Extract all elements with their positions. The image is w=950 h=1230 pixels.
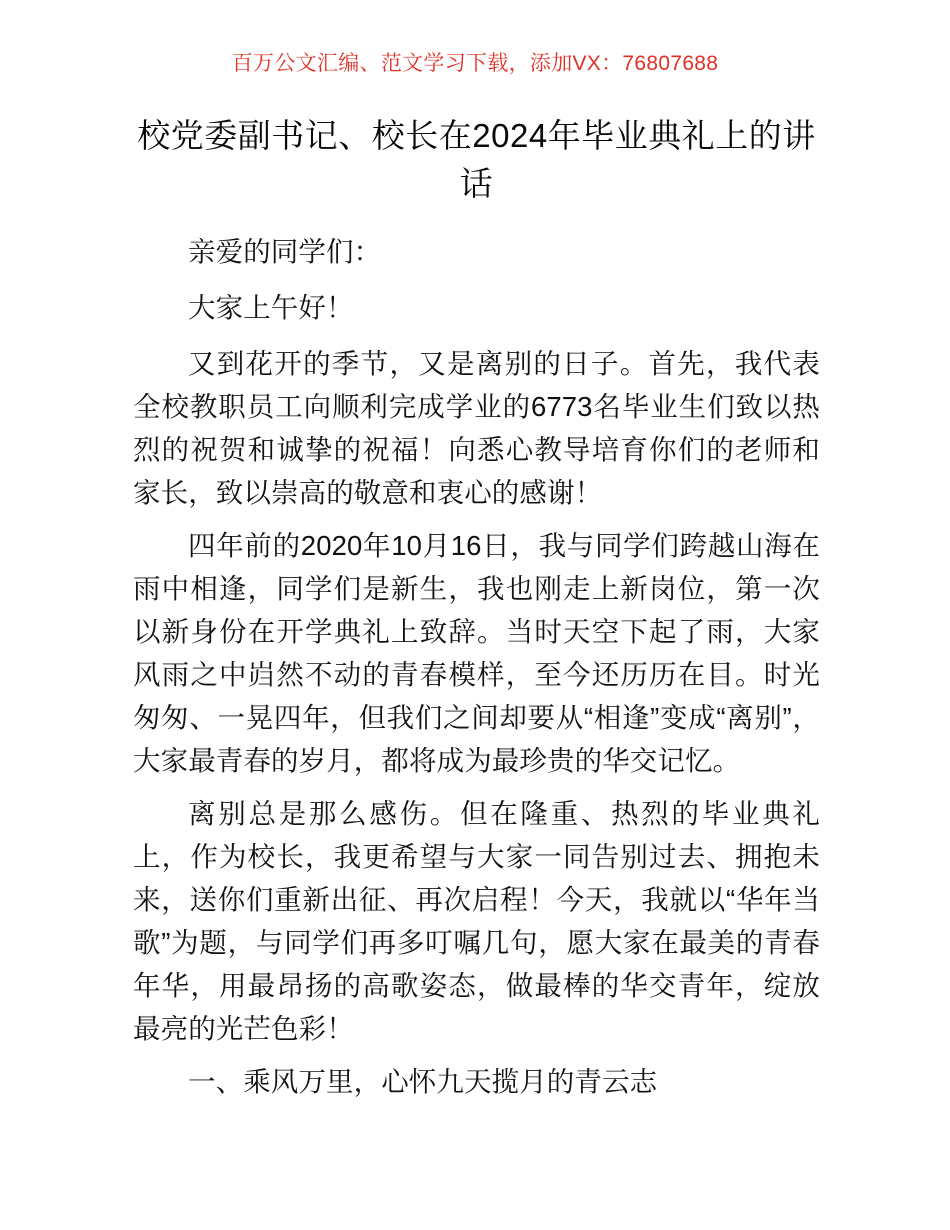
paragraph-body-2: 四年前的2020年10月16日，我与同学们跨越山海在雨中相逢，同学们是新生，我也刚走上新岗位，第一次以新身份在开学典礼上致辞。当时天空下起了雨，大家风雨之中岿然不动的青春模样，至今还历历在目。时光匆匆、一晃四年，但我们之间却要从“相逢”变成“离别”，大家最青春的岁月，都将成为最珍贵的华交记忆。 [133,530,820,776]
paragraph-salutation: 亲爱的同学们： [188,236,382,267]
section-heading-1: 一、乘风万里，心怀九天揽月的青云志 [188,1066,658,1097]
promo-banner-text: 百万公文汇编、范文学习下载，添加VX：76807688 [231,52,719,75]
paragraph-body-1: 又到花开的季节，又是离别的日子。首先，我代表全校教职员工向顺利完成学业的6773名毕业生们致以热烈的祝贺和诚挚的祝福！向悉心教导培育你们的老师和家长，致以崇高的敬意和衷心的感谢！ [133,348,820,508]
promo-banner [0,50,950,78]
paragraph-body-3: 离别总是那么感伤。但在隆重、热烈的毕业典礼上，作为校长，我更希望与大家一同告别过去、拥抱未来，送你们重新出征、再次启程！今天，我就以“华年当歌”为题，与同学们再多叮嘱几句，愿大家在最美的青春年华，用最昂扬的高歌姿态，做最棒的华交青年，绽放最亮的光芒色彩！ [133,798,820,1044]
document-body [133,112,820,1103]
paragraph-greeting: 大家上午好！ [188,292,354,323]
document-title: 校党委副书记、校长在2024年毕业典礼上的讲话 [137,117,816,202]
